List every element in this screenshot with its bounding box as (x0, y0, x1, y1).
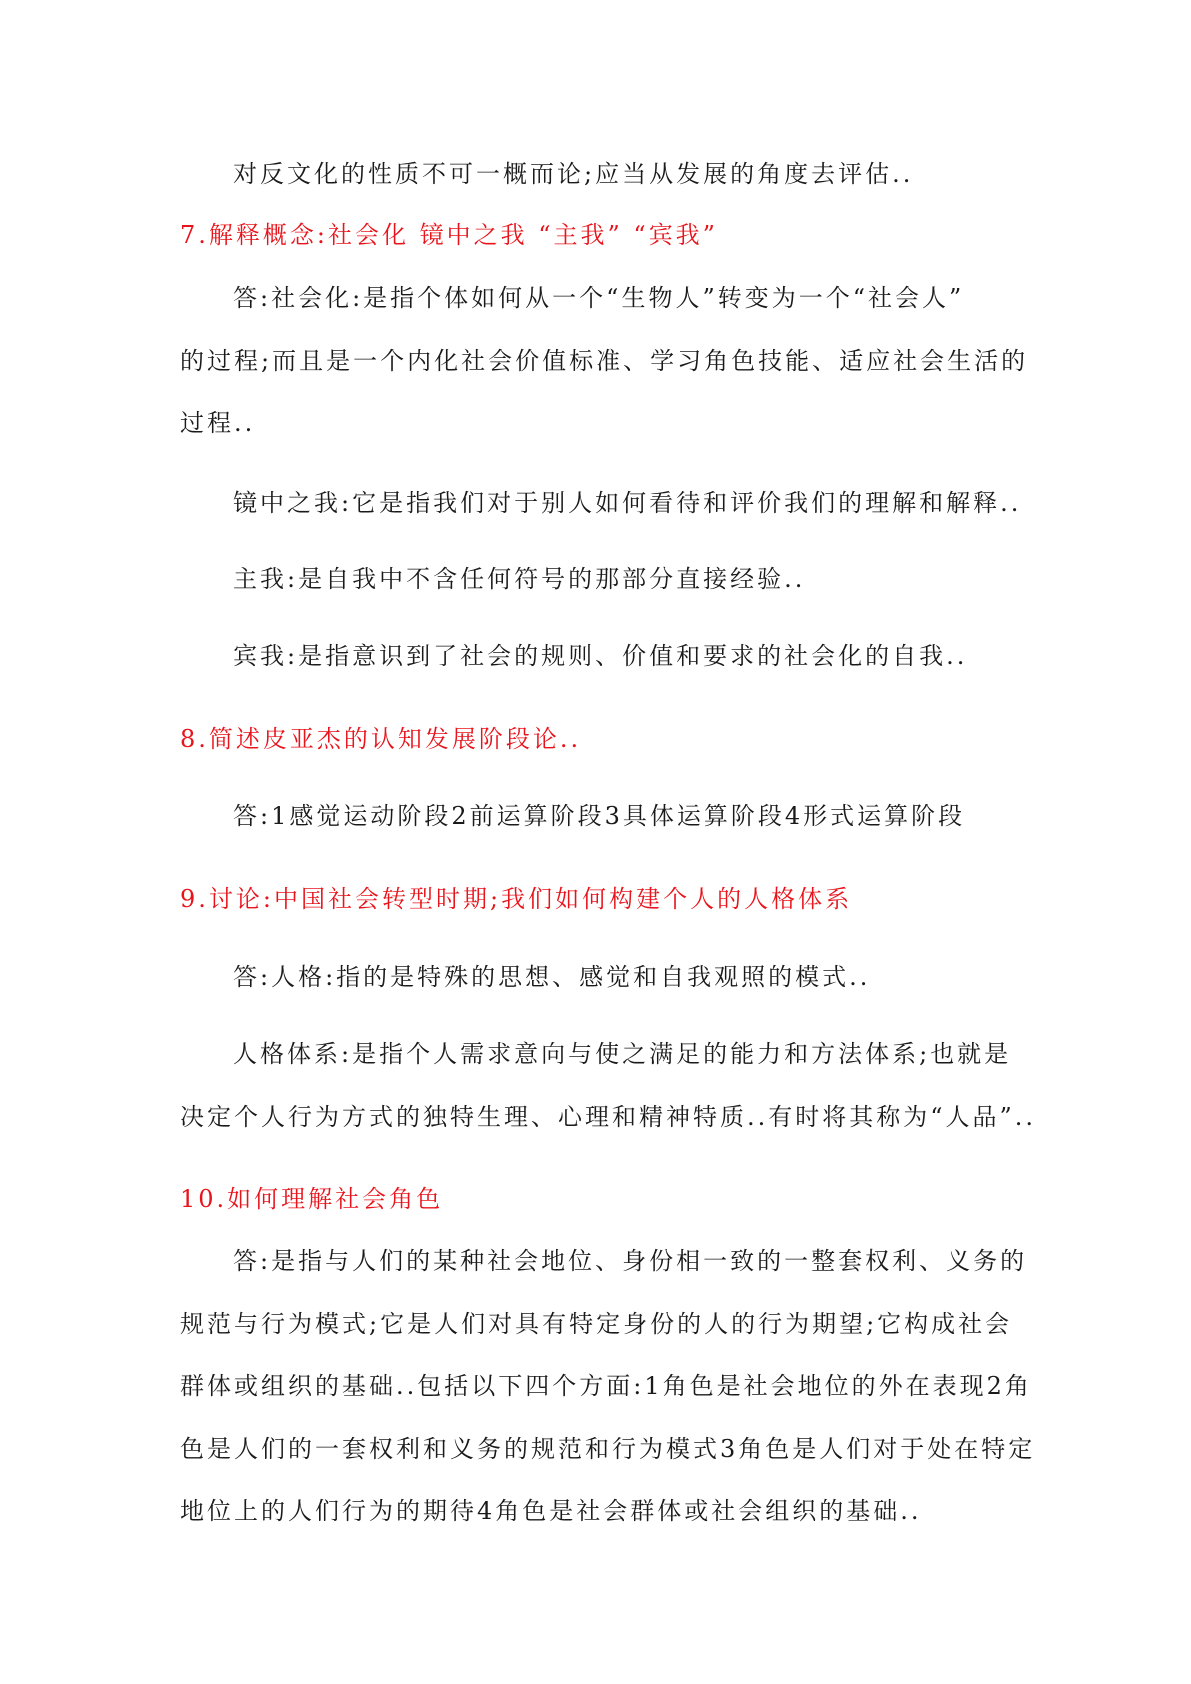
answer-line: 的过程;而且是一个内化社会价值标准、学习角色技能、适应社会生活的 (180, 347, 1029, 375)
definition-line: 主我:是自我中不含任何符号的那部分直接经验.. (233, 565, 806, 593)
answer-line: 色是人们的一套权利和义务的规范和行为模式3角色是人们对于处在特定 (180, 1435, 1036, 1463)
answer-line: 地位上的人们行为的期待4角色是社会群体或社会组织的基础.. (180, 1497, 922, 1525)
paragraph-line: 对反文化的性质不可一概而论;应当从发展的角度去评估.. (233, 160, 914, 188)
answer-line: 答:1感觉运动阶段2前运算阶段3具体运算阶段4形式运算阶段 (233, 802, 966, 830)
answer-line: 规范与行为模式;它是人们对具有特定身份的人的行为期望;它构成社会 (180, 1310, 1013, 1338)
answer-line: 答:人格:指的是特殊的思想、感觉和自我观照的模式.. (233, 963, 871, 991)
answer-line: 答:社会化:是指个体如何从一个“生物人”转变为一个“社会人” (233, 284, 965, 312)
question-9-heading: 9.讨论:中国社会转型时期;我们如何构建个人的人格体系 (180, 885, 853, 913)
definition-line: 宾我:是指意识到了社会的规则、价值和要求的社会化的自我.. (233, 642, 968, 670)
question-8-heading: 8.简述皮亚杰的认知发展阶段论.. (180, 725, 582, 753)
answer-line: 群体或组织的基础..包括以下四个方面:1角色是社会地位的外在表现2角 (180, 1372, 1032, 1400)
question-10-heading: 10.如何理解社会角色 (180, 1185, 444, 1213)
question-7-heading: 7.解释概念:社会化 镜中之我 “主我” “宾我” (180, 221, 718, 249)
answer-line: 答:是指与人们的某种社会地位、身份相一致的一整套权利、义务的 (233, 1247, 1028, 1275)
answer-line: 过程.. (180, 409, 256, 437)
answer-line: 人格体系:是指个人需求意向与使之满足的能力和方法体系;也就是 (233, 1040, 1012, 1068)
answer-line: 决定个人行为方式的独特生理、心理和精神特质..有时将其称为“人品”.. (180, 1103, 1037, 1131)
definition-line: 镜中之我:它是指我们对于别人如何看待和评价我们的理解和解释.. (233, 489, 1022, 517)
